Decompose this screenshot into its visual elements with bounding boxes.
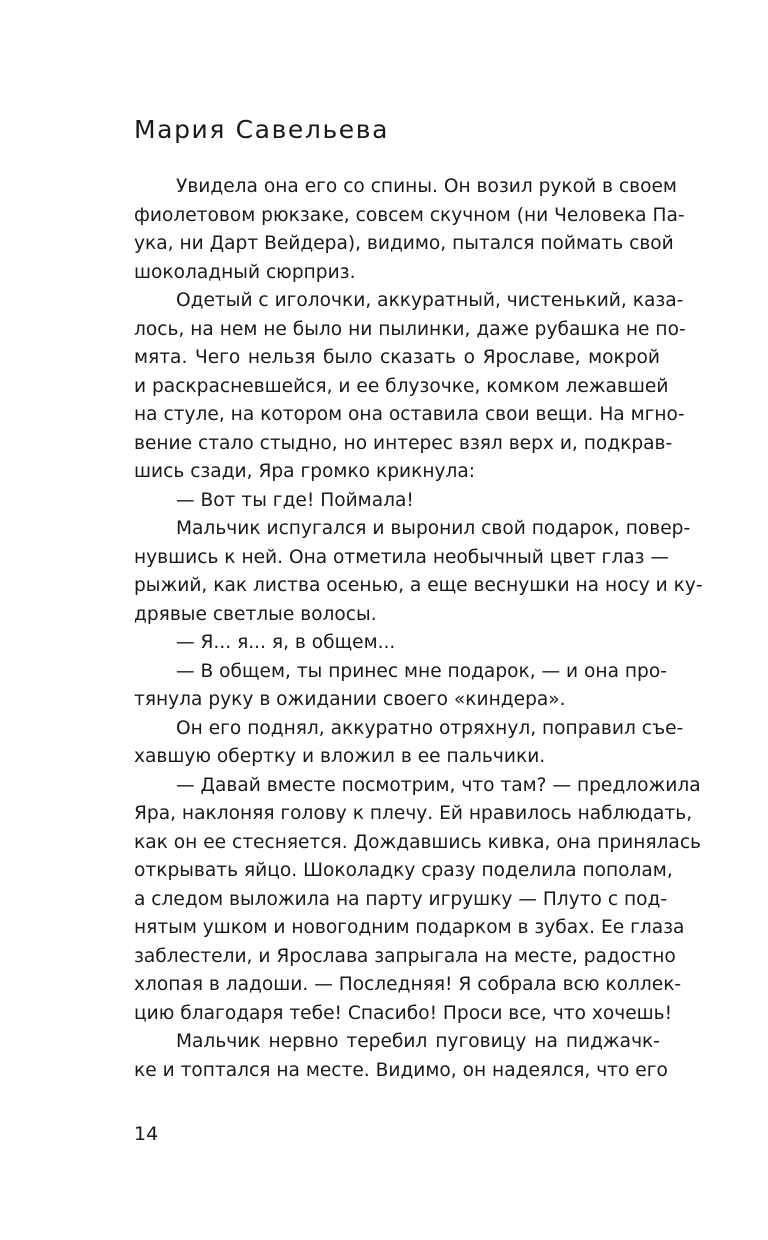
- text-line: Мальчик испугался и выронил свой подарок, повер-: [176, 518, 691, 539]
- text-line: Увидела она его со спины. Он возил рукой в своем: [176, 176, 677, 197]
- text-line: рыжий, как листва осенью, а еще веснушки на носу и ку-: [134, 575, 703, 596]
- page-number: 14: [134, 1123, 159, 1145]
- text-line: Он его поднял, аккуратно отряхнул, поправил съе-: [176, 717, 684, 739]
- text-line: дрявые светлые волосы.: [134, 603, 377, 625]
- text-line: заблестели, и Ярослава запрыгала на месте, радостно: [134, 945, 676, 967]
- text-line: шоколадный сюрприз.: [134, 261, 356, 283]
- text-line: Мальчик нервно теребил пуговицу на пиджачк-: [176, 1031, 660, 1052]
- text-line: нувшись к ней. Она отметила необычный цвет глаз —: [134, 546, 669, 568]
- text-line: хлопая в ладоши. — Последняя! Я собрала всю коллек-: [134, 974, 682, 995]
- text-line: хавшую обертку и вложил в ее пальчики.: [134, 746, 546, 767]
- text-line: мята. Чего нельзя было сказать о Ярославе, мокрой: [134, 347, 660, 368]
- body-text: [134, 173, 703, 1085]
- text-line: фиолетовом рюкзаке, совсем скучном (ни Человека Па-: [134, 204, 685, 226]
- text-line: открывать яйцо. Шоколадку сразу поделила пополам,: [134, 860, 673, 881]
- text-line: и раскрасневшейся, и ее блузочке, комком лежавшей: [134, 375, 669, 397]
- text-line: на стуле, на котором она оставила свои вещи. На мгно-: [134, 404, 685, 425]
- text-line: а следом выложила на парту игрушку — Плуто с под-: [134, 888, 668, 910]
- text-line: цию благодаря тебе! Спасибо! Проси все, что хочешь!: [134, 1002, 673, 1024]
- text-line: шись сзади, Яра громко крикнула:: [134, 461, 476, 482]
- text-line: — Давай вместе посмотрим, что там? — предложила: [176, 774, 701, 796]
- text-line: ке и топтался на месте. Видимо, он надеялся, что его: [134, 1059, 668, 1081]
- text-line: Яра, наклоняя голову к плечу. Ей нравилось наблюдать,: [134, 803, 693, 824]
- text-line: тянула руку в ожидании своего «киндера».: [134, 689, 566, 710]
- text-line: — В общем, ты принес мне подарок, — и она про-: [176, 660, 667, 682]
- text-line: ука, ни Дарт Вейдера), видимо, пытался поймать свой: [134, 233, 674, 254]
- text-line: как он ее стесняется. Дождавшись кивка, она принялась: [134, 831, 702, 853]
- text-line: Одетый с иголочки, аккуратный, чистенький, каза-: [176, 290, 684, 311]
- text-line: нятым ушком и новогодним подарком в зубах. Ее глаза: [134, 917, 685, 938]
- text-line: лось, на нем не было ни пылинки, даже рубашка не по-: [134, 318, 686, 340]
- text-line: вение стало стыдно, но интерес взял верх и, подкрав-: [134, 432, 673, 454]
- text-line: — Я... я... я, в общем...: [176, 632, 396, 653]
- running-head-author: Мария Савельева: [134, 115, 390, 144]
- text-line: — Вот ты где! Поймала!: [176, 489, 414, 511]
